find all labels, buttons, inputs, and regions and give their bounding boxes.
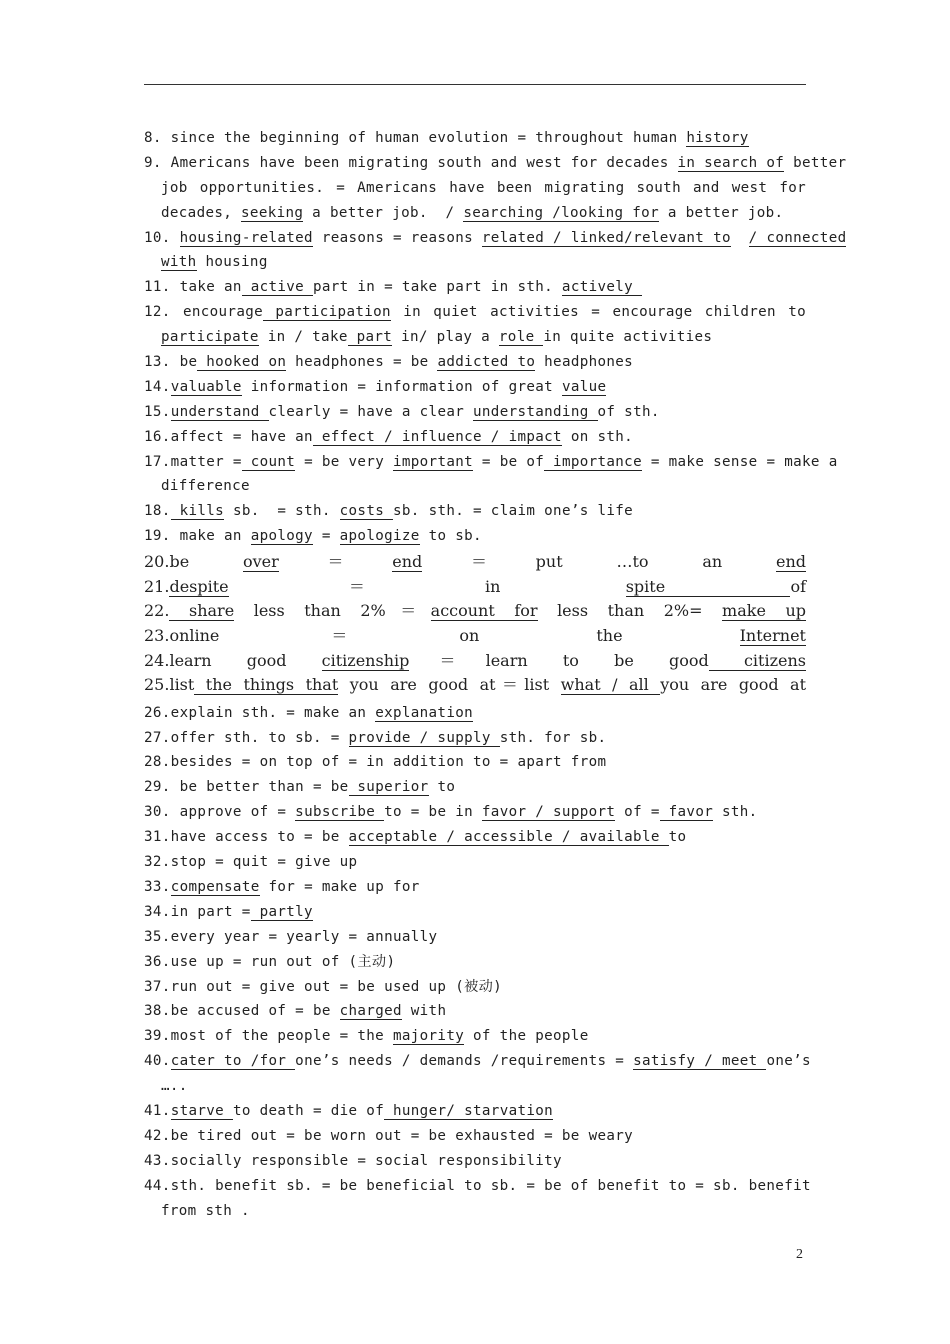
list-item: from sth . [161, 1202, 250, 1219]
list-item: 42.be tired out = be worn out = be exhausted = be weary [144, 1127, 634, 1144]
list-item: 17.matter = count = be very important = be of importance = make sense = make a [144, 453, 838, 470]
list-item: 31.have access to = be acceptable / accessible / available to [144, 829, 687, 846]
list-item: 33.compensate for = make up for [144, 878, 420, 895]
list-item: 36.use up = run out of (主动) [144, 953, 396, 970]
list-item: 40.cater to /for one’s needs / demands /requirements = satisfy / meet one’s [144, 1053, 811, 1070]
list-item: 8. since the beginning of human evolution = throughout human history [144, 130, 749, 146]
list-item: 13. be hooked on headphones = be addicted to headphones [144, 354, 634, 371]
list-item: decades, seeking a better job. / searching /looking for a better job. [161, 204, 784, 221]
list-item: ….. [161, 1078, 188, 1095]
list-item: 32.stop = quit = give up [144, 854, 358, 871]
list-item: 29. be better than = be superior to [144, 779, 456, 796]
list-item: 27.offer sth. to sb. = provide / supply sth. for sb. [144, 729, 607, 746]
list-item: 38.be accused of = be charged with [144, 1003, 447, 1020]
list-item: 37.run out = give out = be used up (被动) [144, 978, 503, 995]
list-item: 9. Americans have been migrating south and west for decades in search of better [144, 154, 847, 171]
list-item: 19. make an apology = apologize to sb. [144, 528, 482, 545]
list-item: 23.online＝on the Internet [144, 625, 806, 645]
list-item: 16.affect = have an effect / influence / impact on sth. [144, 428, 634, 445]
list-item: 41.starve to death = die of hunger/ starvation [144, 1102, 554, 1119]
list-item: 18. kills sb. = sth. costs sb. sth. = claim one’s life [144, 503, 634, 520]
list-item: 21.despite＝in spite of [144, 576, 806, 596]
list-item: 15.understand clearly = have a clear understanding of sth. [144, 403, 660, 420]
list-item: 20.be over＝end＝put …to an end [144, 552, 806, 572]
list-item: difference [161, 478, 250, 495]
list-item: 44.sth. benefit sb. = be beneficial to sb. = be of benefit to = sb. benefit [144, 1177, 811, 1194]
list-item: 12. encourage participation in quiet activities = encourage children to [144, 304, 807, 321]
list-item: 11. take an active part in = take part in sth. actively [144, 279, 642, 296]
list-item: 34.in part = partly [144, 903, 313, 920]
list-item: 14.valuable information = information of great value [144, 378, 607, 395]
list-item: 26.explain sth. = make an explanation [144, 704, 473, 721]
list-item: 10. housing-related reasons = reasons related / linked/relevant to / connected [144, 229, 847, 246]
list-item: 22. share less than 2%＝account for less than 2%= make up [144, 601, 807, 621]
list-item: job opportunities. = Americans have been migrating south and west for [161, 179, 806, 196]
list-item: 39.most of the people = the majority of the people [144, 1028, 589, 1045]
list-item: 43.socially responsible = social responsibility [144, 1152, 562, 1169]
page-number: 2 [796, 1247, 803, 1262]
list-item: participate in / take part in/ play a role in quite activities [161, 329, 713, 346]
list-item: 24.learn good citizenship＝learn to be good citizens [144, 650, 806, 670]
list-item: 30. approve of = subscribe to = be in favor / support of = favor sth. [144, 804, 758, 821]
vocabulary-list [144, 126, 847, 1223]
list-item: 35.every year = yearly = annually [144, 928, 438, 945]
list-item: with housing [161, 254, 268, 271]
header-rule [144, 84, 806, 85]
list-item: 25.list the things that you are good at＝list what / all you are good at [144, 675, 807, 695]
list-item: 28.besides = on top of = in addition to = apart from [144, 754, 607, 771]
